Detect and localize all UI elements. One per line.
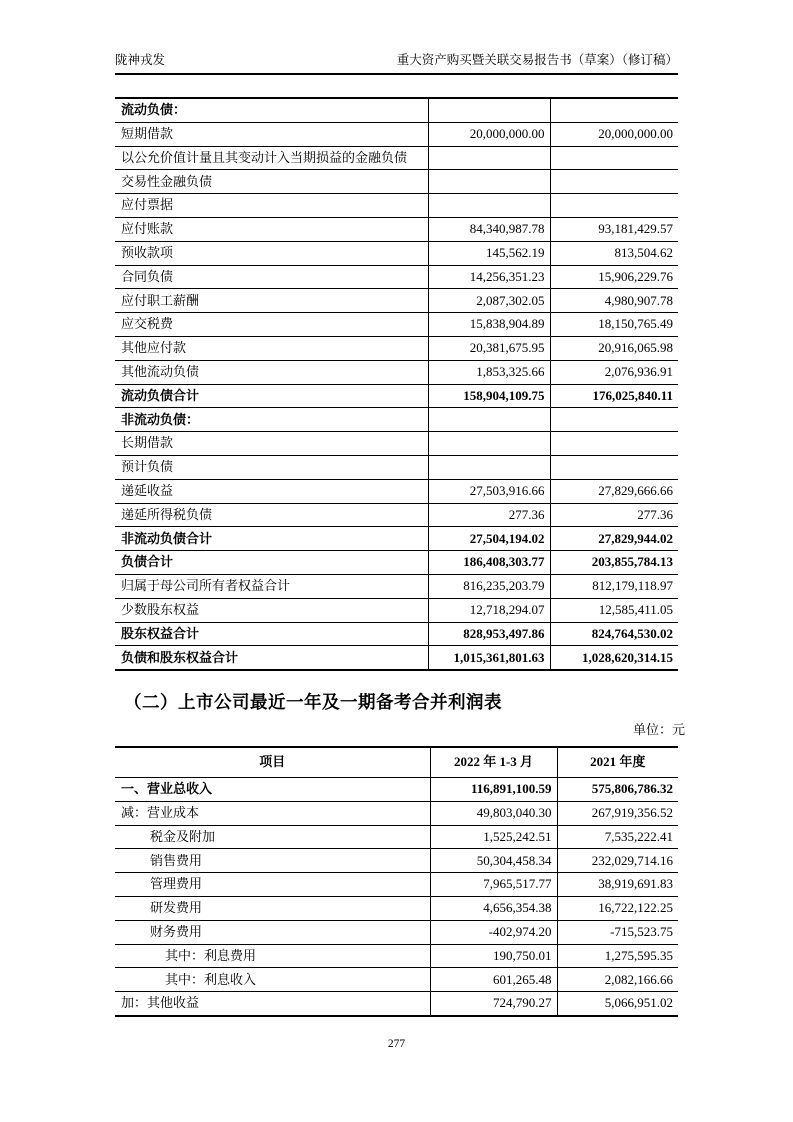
row-label: 长期借款 — [115, 432, 428, 456]
table-row — [115, 992, 678, 1016]
table-row — [115, 360, 678, 384]
row-label: 预计负债 — [115, 455, 428, 479]
column-header-2021: 2021 年度 — [557, 747, 678, 778]
row-value-col2: 1,275,595.35 — [557, 944, 678, 968]
row-value-col1 — [428, 146, 550, 170]
row-label: 财务费用 — [115, 920, 430, 944]
row-value-col2: 575,806,786.32 — [557, 778, 678, 802]
row-value-col1: 20,381,675.95 — [428, 336, 550, 360]
row-value-col2: 4,980,907.78 — [550, 289, 678, 313]
row-value-col2: -715,523.75 — [557, 920, 678, 944]
row-label: 应付票据 — [115, 194, 428, 218]
row-label: 短期借款 — [115, 122, 428, 146]
table-row — [115, 873, 678, 897]
row-value-col1: 2,087,302.05 — [428, 289, 550, 313]
row-value-col2: 27,829,944.02 — [550, 527, 678, 551]
row-value-col2: 38,919,691.83 — [557, 873, 678, 897]
row-label: 加：其他收益 — [115, 992, 430, 1016]
row-value-col2 — [550, 170, 678, 194]
row-value-col2: 12,585,411.05 — [550, 598, 678, 622]
table-row — [115, 503, 678, 527]
row-value-col1 — [428, 98, 550, 122]
row-value-col1: 828,953,497.86 — [428, 622, 550, 646]
row-value-col1: 7,965,517.77 — [430, 873, 557, 897]
table-row — [115, 241, 678, 265]
row-value-col2: 824,764,530.02 — [550, 622, 678, 646]
table-row — [115, 944, 678, 968]
row-value-col1: 277.36 — [428, 503, 550, 527]
row-value-col1: 14,256,351.23 — [428, 265, 550, 289]
row-label: 股东权益合计 — [115, 622, 428, 646]
row-value-col2: 20,000,000.00 — [550, 122, 678, 146]
row-label: 合同负债 — [115, 265, 428, 289]
page-number: 277 — [387, 1038, 406, 1050]
income-statement-table — [115, 746, 678, 1017]
header-report-title: 重大资产购买暨关联交易报告书（草案）（修订稿） — [396, 53, 678, 67]
table-row — [115, 849, 678, 873]
row-value-col1: -402,974.20 — [430, 920, 557, 944]
row-value-col1: 190,750.01 — [430, 944, 557, 968]
table-row — [115, 384, 678, 408]
unit-label: 单位：元 — [632, 722, 685, 737]
row-value-col1 — [428, 408, 550, 432]
row-value-col2 — [550, 432, 678, 456]
row-value-col1: 20,000,000.00 — [428, 122, 550, 146]
row-label: 归属于母公司所有者权益合计 — [115, 574, 428, 598]
row-value-col2 — [550, 408, 678, 432]
row-label: 负债和股东权益合计 — [115, 646, 428, 670]
row-label: 递延收益 — [115, 479, 428, 503]
row-value-col1: 84,340,987.78 — [428, 217, 550, 241]
row-label: 非流动负债： — [115, 408, 428, 432]
table-row — [115, 646, 678, 670]
row-label: 预收款项 — [115, 241, 428, 265]
row-value-col2: 93,181,429.57 — [550, 217, 678, 241]
table-row — [115, 598, 678, 622]
table-row — [115, 122, 678, 146]
table-row — [115, 551, 678, 575]
row-value-col2: 812,179,118.97 — [550, 574, 678, 598]
row-value-col2 — [550, 98, 678, 122]
row-value-col1 — [428, 170, 550, 194]
row-value-col2: 813,504.62 — [550, 241, 678, 265]
row-label: 非流动负债合计 — [115, 527, 428, 551]
row-value-col2: 5,066,951.02 — [557, 992, 678, 1016]
row-value-col1: 12,718,294.07 — [428, 598, 550, 622]
table-row — [115, 98, 678, 122]
row-label: 流动负债： — [115, 98, 428, 122]
row-label: 研发费用 — [115, 896, 430, 920]
row-value-col2: 232,029,714.16 — [557, 849, 678, 873]
table-row — [115, 265, 678, 289]
row-label: 减：营业成本 — [115, 801, 430, 825]
row-value-col2 — [550, 194, 678, 218]
table-row — [115, 622, 678, 646]
row-label: 递延所得税负债 — [115, 503, 428, 527]
column-header-item: 项目 — [115, 747, 430, 778]
row-value-col1 — [428, 194, 550, 218]
row-label: 一、营业总收入 — [115, 778, 430, 802]
row-value-col2: 15,906,229.76 — [550, 265, 678, 289]
table-row — [115, 778, 678, 802]
row-value-col2: 18,150,765.49 — [550, 313, 678, 337]
row-label: 其他流动负债 — [115, 360, 428, 384]
row-label: 流动负债合计 — [115, 384, 428, 408]
row-value-col1 — [428, 455, 550, 479]
row-value-col2 — [550, 455, 678, 479]
table-row — [115, 408, 678, 432]
row-value-col1: 50,304,458.34 — [430, 849, 557, 873]
row-value-col2: 2,082,166.66 — [557, 968, 678, 992]
row-label: 销售费用 — [115, 849, 430, 873]
table-row — [115, 217, 678, 241]
row-value-col1: 816,235,203.79 — [428, 574, 550, 598]
row-value-col1: 15,838,904.89 — [428, 313, 550, 337]
row-value-col2: 1,028,620,314.15 — [550, 646, 678, 670]
table-row — [115, 146, 678, 170]
table-row — [115, 920, 678, 944]
row-label: 负债合计 — [115, 551, 428, 575]
row-value-col1: 49,803,040.30 — [430, 801, 557, 825]
row-value-col1: 4,656,354.38 — [430, 896, 557, 920]
table-row — [115, 968, 678, 992]
row-value-col2: 267,919,356.52 — [557, 801, 678, 825]
row-value-col1: 724,790.27 — [430, 992, 557, 1016]
row-label: 其中：利息收入 — [115, 968, 430, 992]
row-value-col2: 20,916,065.98 — [550, 336, 678, 360]
row-value-col2: 176,025,840.11 — [550, 384, 678, 408]
table-row — [115, 527, 678, 551]
row-value-col1: 27,503,916.66 — [428, 479, 550, 503]
row-value-col1 — [428, 432, 550, 456]
row-label: 管理费用 — [115, 873, 430, 897]
balance-sheet-liabilities-table — [115, 97, 678, 671]
row-label: 其他应付款 — [115, 336, 428, 360]
table-row — [115, 313, 678, 337]
header-company-name: 陇神戎发 — [115, 53, 166, 67]
row-label: 应付账款 — [115, 217, 428, 241]
row-value-col1: 1,525,242.51 — [430, 825, 557, 849]
row-label: 以公允价值计量且其变动计入当期损益的金融负债 — [115, 146, 428, 170]
row-value-col1: 1,853,325.66 — [428, 360, 550, 384]
row-label: 交易性金融负债 — [115, 170, 428, 194]
row-value-col2: 277.36 — [550, 503, 678, 527]
table-row — [115, 479, 678, 503]
table-row — [115, 194, 678, 218]
row-value-col2: 2,076,936.91 — [550, 360, 678, 384]
row-value-col2: 16,722,122.25 — [557, 896, 678, 920]
row-label: 少数股东权益 — [115, 598, 428, 622]
page-running-header — [115, 52, 678, 75]
row-value-col1: 158,904,109.75 — [428, 384, 550, 408]
column-header-2022: 2022 年 1-3 月 — [430, 747, 557, 778]
table-row — [115, 336, 678, 360]
table-row — [115, 801, 678, 825]
row-value-col1: 116,891,100.59 — [430, 778, 557, 802]
table-row — [115, 289, 678, 313]
table-row — [115, 825, 678, 849]
table-row — [115, 896, 678, 920]
row-value-col2 — [550, 146, 678, 170]
row-value-col2: 7,535,222.41 — [557, 825, 678, 849]
row-value-col2: 27,829,666.66 — [550, 479, 678, 503]
row-value-col1: 145,562.19 — [428, 241, 550, 265]
row-value-col1: 27,504,194.02 — [428, 527, 550, 551]
section-heading: （二）上市公司最近一年及一期备考合并利润表 — [124, 692, 502, 712]
row-value-col2: 203,855,784.13 — [550, 551, 678, 575]
row-label: 应付职工薪酬 — [115, 289, 428, 313]
row-label: 其中：利息费用 — [115, 944, 430, 968]
table-row — [115, 455, 678, 479]
table-row — [115, 432, 678, 456]
row-label: 税金及附加 — [115, 825, 430, 849]
table-row — [115, 170, 678, 194]
row-value-col1: 1,015,361,801.63 — [428, 646, 550, 670]
row-value-col1: 186,408,303.77 — [428, 551, 550, 575]
row-label: 应交税费 — [115, 313, 428, 337]
table-row — [115, 574, 678, 598]
row-value-col1: 601,265.48 — [430, 968, 557, 992]
table-header-row — [115, 747, 678, 778]
